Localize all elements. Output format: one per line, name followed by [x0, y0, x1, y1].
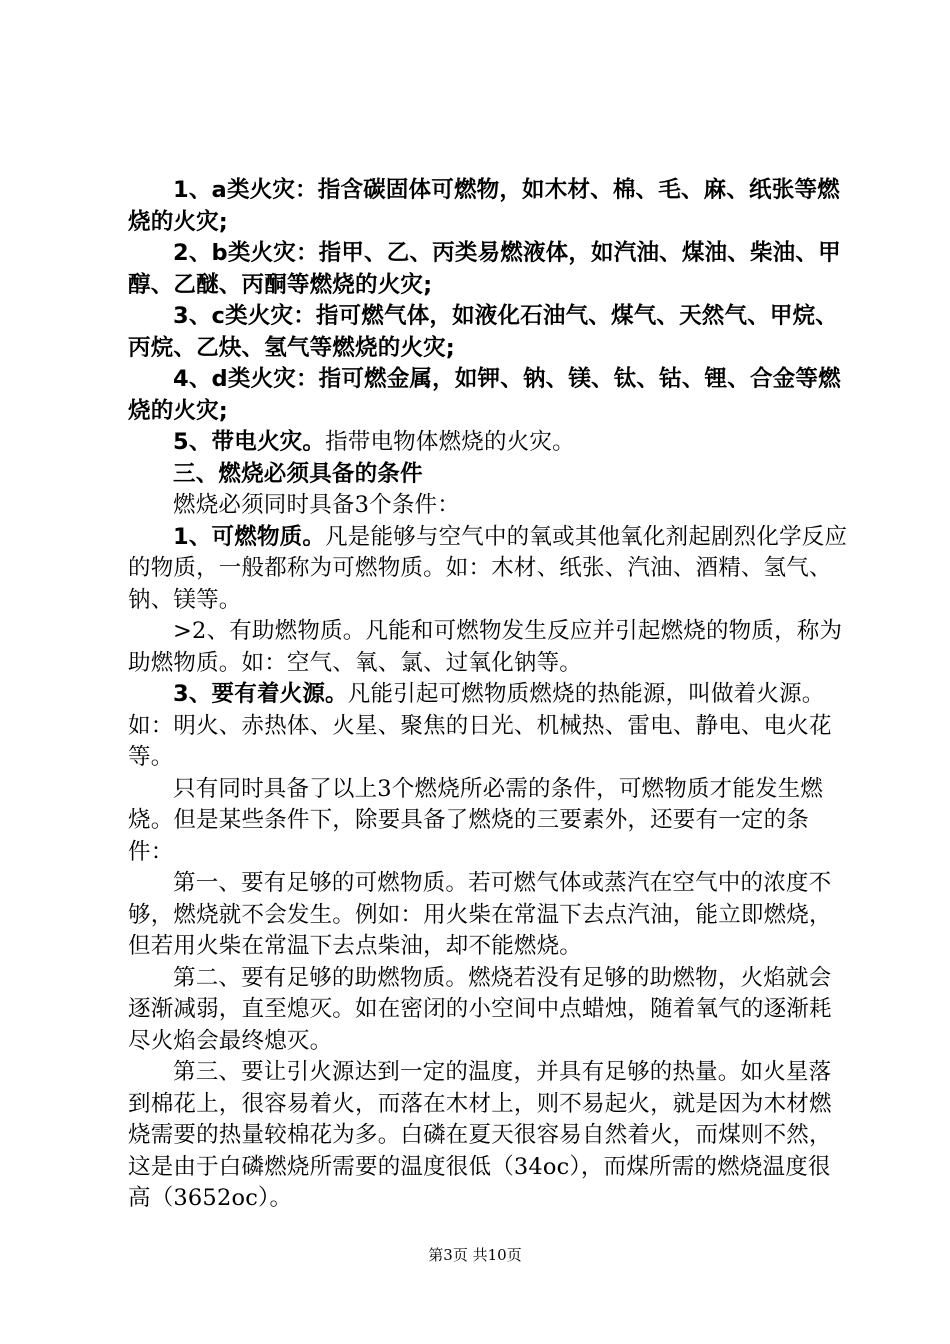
document-body: [128, 175, 848, 1215]
paragraph-third-condition: 第三、要让引火源达到一定的温度，并具有足够的热量。如火星落到棉花上，很容易着火，而落在木材上，则不易起火，就是因为木材燃烧需要的热量较棉花为多。白磷在夏天很容易自然着火，而煤则不然，这是由于白磷燃烧所需要的温度很低（34oc），而煤所需的燃烧温度很高（3652oc）。: [128, 1059, 832, 1211]
paragraph-class-a-fire: 1、a类火灾：指含碳固体可燃物，如木材、棉、毛、麻、纸张等燃烧的火灾;: [128, 177, 840, 235]
paragraph-electrical-fire: [128, 427, 848, 459]
paragraph-class-b-fire: 2、b类火灾：指甲、乙、丙类易燃液体，如汽油、煤油、柴油、甲醇、乙醚、丙酮等燃烧的火灾;: [128, 240, 841, 298]
page-footer: 第3页 共10页: [428, 1246, 522, 1264]
paragraph-rest: 凡能引起可燃物质燃烧的热能源，叫做着火源。如：明火、赤热体、火星、聚焦的日光、机械热、雷电、静电、电火花等。: [128, 681, 832, 770]
paragraph-lead: 3、要有着火源。: [173, 681, 348, 707]
paragraph-lead: 5、带电火灾。: [173, 429, 326, 455]
paragraph-three-conditions: 燃烧必须同时具备3个条件：: [173, 492, 460, 518]
paragraph-class-d-fire: 4、d类火灾：指可燃金属，如钾、钠、镁、钛、钴、锂、合金等燃烧的火灾;: [128, 366, 841, 424]
paragraph-ignition-source: [128, 679, 848, 774]
section-heading: 三、燃烧必须具备的条件: [173, 460, 423, 487]
paragraph-rest: 指带电物体燃烧的火灾。: [325, 429, 575, 455]
paragraph-second-condition: 第二、要有足够的助燃物质。燃烧若没有足够的助燃物，火焰就会逐渐减弱，直至熄灭。如在密闭的小空间中点蜡烛，随着氧气的逐渐耗尽火焰会最终熄灭。: [128, 964, 832, 1054]
paragraph-lead: 1、可燃物质。: [173, 523, 326, 550]
paragraph-all-conditions: 只有同时具备了以上3个燃烧所必需的条件，可燃物质才能发生燃烧。但是某些条件下，除要具备了燃烧的三要素外，还要有一定的条件：: [128, 775, 824, 865]
paragraph-oxidizer: >2、有助燃物质。凡能和可燃物发生反应并引起燃烧的物质，称为助燃物质。如：空气、氧、氯、过氧化钠等。: [128, 618, 843, 676]
paragraph-first-condition: 第一、要有足够的可燃物质。若可燃气体或蒸汽在空气中的浓度不够，燃烧就不会发生。例如：用火柴在常温下去点汽油，能立即燃烧，但若用火柴在常温下去点柴油，却不能燃烧。: [128, 870, 832, 959]
paragraph-rest: 凡是能够与空气中的氧或其他氧化剂起剧烈化学反应的物质，一般都称为可燃物质。如：木材、纸张、汽油、酒精、氢气、钠、镁等。: [128, 523, 848, 613]
paragraph-combustible-material: [128, 522, 848, 617]
paragraph-class-c-fire: 3、c类火灾：指可燃气体，如液化石油气、煤气、天然气、甲烷、丙烷、乙炔、氢气等燃烧的火灾;: [128, 303, 838, 361]
